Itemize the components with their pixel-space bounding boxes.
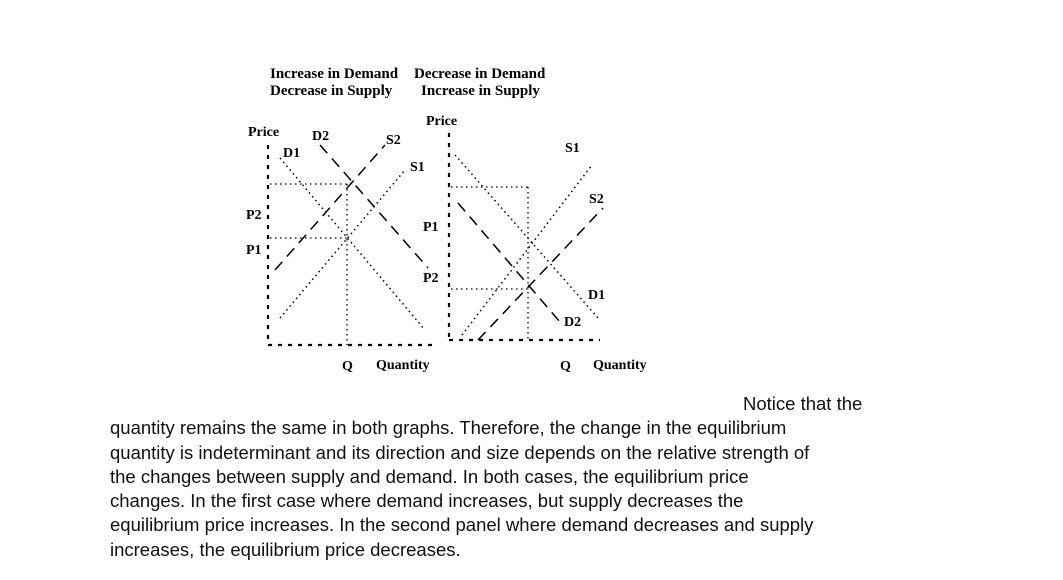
right-d2-curve	[458, 203, 560, 322]
right-panel	[423, 114, 647, 374]
paragraph-line: increases, the equilibrium price decreases.	[110, 538, 461, 560]
left-title-line2: Decrease in Supply	[270, 83, 393, 99]
left-d1-label: D1	[283, 146, 301, 161]
right-s2-curve	[478, 208, 606, 340]
right-s1-curve	[462, 165, 592, 335]
left-y-axis-label: Price	[248, 125, 280, 140]
paragraph-line: the changes between supply and demand. In both cases, the equilibrium price	[110, 465, 749, 487]
right-p1-label: P1	[423, 220, 439, 235]
left-d2-label: D2	[312, 129, 330, 144]
paragraph-line: quantity is indeterminant and its direction and size depends on the relative strength of	[110, 441, 810, 463]
left-title-line1: Increase in Demand	[270, 66, 399, 82]
paragraph-line: quantity remains the same in both graphs. Therefore, the change in the equilibrium	[110, 417, 787, 439]
right-title-line1: Decrease in Demand	[414, 66, 546, 82]
left-d1-curve	[280, 158, 425, 330]
left-s1-label: S1	[410, 160, 425, 175]
left-q-label: Q	[342, 359, 353, 374]
right-p2-label: P2	[423, 271, 439, 286]
left-panel	[246, 125, 432, 374]
left-p1-label: P1	[246, 243, 262, 258]
right-d1-label: D1	[588, 288, 606, 303]
paragraph-line: Notice that the	[743, 393, 863, 414]
left-s2-curve	[275, 145, 385, 270]
right-d2-label: D2	[564, 315, 582, 330]
left-x-axis-label: Quantity	[376, 358, 430, 373]
right-s1-label: S1	[565, 141, 580, 156]
right-s2-label: S2	[589, 192, 604, 207]
paragraph-line: equilibrium price increases. In the second panel where demand decreases and supply	[110, 514, 814, 536]
left-s2-label: S2	[386, 133, 401, 148]
left-p2-label: P2	[246, 208, 262, 223]
paragraph-line: changes. In the first case where demand increases, but supply decreases the	[110, 490, 744, 512]
left-s1-curve	[280, 170, 405, 318]
right-y-axis-label: Price	[426, 114, 458, 129]
right-d1-curve	[455, 155, 598, 318]
right-q-label: Q	[560, 359, 571, 374]
right-title-line2: Increase in Supply	[421, 83, 540, 99]
right-x-axis-label: Quantity	[593, 358, 647, 373]
explanation-paragraph	[110, 392, 940, 562]
